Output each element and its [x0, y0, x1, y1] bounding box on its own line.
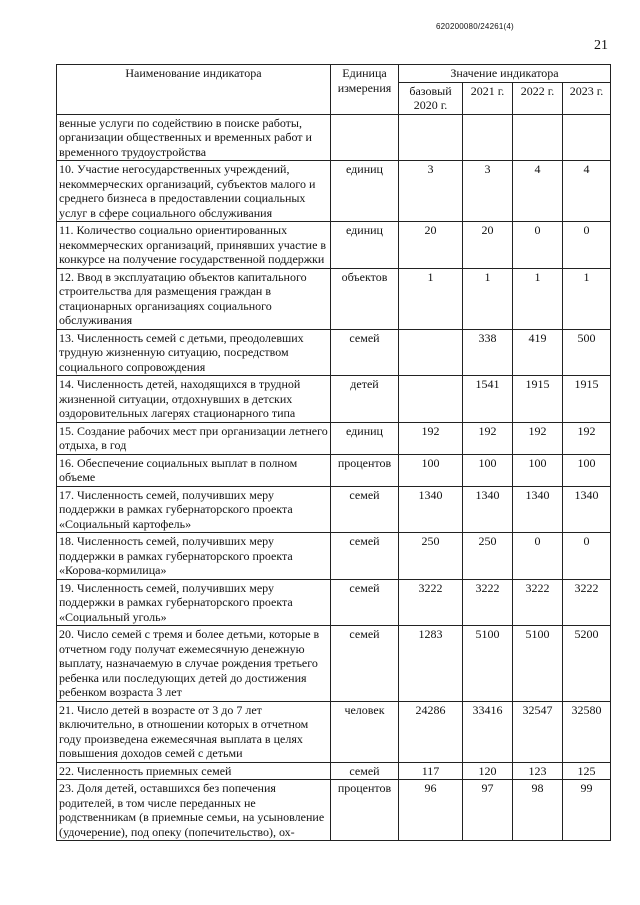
cell-name: 21. Число детей в возрасте от 3 до 7 лет включительно, в отношении которых в отчетном году произведена ежемесячная выплата в целях повышения доходов семей с детьми	[57, 701, 331, 762]
header-2022: 2022 г.	[513, 82, 563, 114]
cell-base: 192	[399, 422, 463, 454]
cell-name: 15. Создание рабочих мест при организации летнего отдыха, в год	[57, 422, 331, 454]
cell-base	[399, 114, 463, 161]
table-row	[57, 222, 611, 269]
cell-y2022: 0	[513, 222, 563, 269]
table-row	[57, 626, 611, 702]
table-row	[57, 422, 611, 454]
cell-unit: процентов	[331, 454, 399, 486]
cell-name: 16. Обеспечение социальных выплат в полном объеме	[57, 454, 331, 486]
cell-name: 23. Доля детей, оставшихся без попечения родителей, в том числе переданных не родственникам (в приемные семьи, на усыновление (удочерение), под опеку (попечительство), ох-	[57, 780, 331, 841]
cell-y2022: 123	[513, 762, 563, 780]
table-body	[57, 114, 611, 841]
cell-unit: процентов	[331, 780, 399, 841]
cell-y2021: 33416	[463, 701, 513, 762]
cell-base: 1283	[399, 626, 463, 702]
cell-base: 1340	[399, 486, 463, 533]
cell-unit: человек	[331, 701, 399, 762]
cell-y2022: 192	[513, 422, 563, 454]
cell-name: 19. Численность семей, получивших меру поддержки в рамках губернаторского проекта «Социальный уголь»	[57, 579, 331, 626]
cell-name: 22. Численность приемных семей	[57, 762, 331, 780]
table-row	[57, 780, 611, 841]
cell-y2021: 5100	[463, 626, 513, 702]
table-row	[57, 486, 611, 533]
cell-y2021: 1340	[463, 486, 513, 533]
cell-name: 11. Количество социально ориентированных некоммерческих организаций, принявших участие в конкурсе на получение государственной поддержки	[57, 222, 331, 269]
header-2023: 2023 г.	[563, 82, 611, 114]
indicator-table	[56, 64, 611, 841]
cell-base: 3222	[399, 579, 463, 626]
cell-base: 100	[399, 454, 463, 486]
cell-y2023: 1915	[563, 376, 611, 423]
cell-y2022: 98	[513, 780, 563, 841]
cell-y2022: 419	[513, 329, 563, 376]
header-2021: 2021 г.	[463, 82, 513, 114]
cell-unit: детей	[331, 376, 399, 423]
cell-y2021	[463, 114, 513, 161]
cell-base	[399, 376, 463, 423]
cell-unit: семей	[331, 486, 399, 533]
cell-y2023: 3222	[563, 579, 611, 626]
cell-y2023: 500	[563, 329, 611, 376]
cell-base: 1	[399, 268, 463, 329]
cell-base: 3	[399, 161, 463, 222]
cell-y2023	[563, 114, 611, 161]
cell-y2022: 0	[513, 533, 563, 580]
cell-y2022: 5100	[513, 626, 563, 702]
cell-y2021: 97	[463, 780, 513, 841]
cell-y2021: 100	[463, 454, 513, 486]
cell-y2021: 1541	[463, 376, 513, 423]
cell-y2023: 1	[563, 268, 611, 329]
cell-name: 18. Численность семей, получивших меру поддержки в рамках губернаторского проекта «Корова-кормилица»	[57, 533, 331, 580]
cell-name: 10. Участие негосударственных учреждений, некоммерческих организаций, субъектов малого и среднего бизнеса в предоставлении социальных услуг в сфере социального обслуживания	[57, 161, 331, 222]
cell-y2022: 1	[513, 268, 563, 329]
cell-y2023: 125	[563, 762, 611, 780]
table-row	[57, 454, 611, 486]
table-row	[57, 161, 611, 222]
table-row	[57, 114, 611, 161]
table-row	[57, 762, 611, 780]
cell-unit: семей	[331, 626, 399, 702]
cell-y2021: 120	[463, 762, 513, 780]
cell-unit: единиц	[331, 161, 399, 222]
cell-name: 12. Ввод в эксплуатацию объектов капитального строительства для размещения граждан в стационарных организациях социального обслуживания	[57, 268, 331, 329]
cell-y2023: 100	[563, 454, 611, 486]
header-name: Наименование индикатора	[57, 65, 331, 115]
cell-unit: объектов	[331, 268, 399, 329]
table-row	[57, 329, 611, 376]
cell-base: 96	[399, 780, 463, 841]
cell-unit: семей	[331, 579, 399, 626]
cell-unit: семей	[331, 329, 399, 376]
cell-y2023: 99	[563, 780, 611, 841]
cell-name: 20. Число семей с тремя и более детьми, которые в отчетном году получат ежемесячную денежную выплату, назначаемую в случае рождения третьего ребенка или последующих детей до достижения ребенком возраста 3 лет	[57, 626, 331, 702]
cell-y2021: 3	[463, 161, 513, 222]
cell-y2021: 338	[463, 329, 513, 376]
cell-y2021: 192	[463, 422, 513, 454]
cell-y2022	[513, 114, 563, 161]
cell-base	[399, 329, 463, 376]
table-row	[57, 701, 611, 762]
document-number: 620200080/24261(4)	[436, 22, 514, 31]
cell-unit: единиц	[331, 422, 399, 454]
table-row	[57, 533, 611, 580]
header-row	[57, 65, 611, 83]
cell-y2023: 0	[563, 222, 611, 269]
cell-y2021: 20	[463, 222, 513, 269]
cell-y2023: 192	[563, 422, 611, 454]
cell-name: 13. Численность семей с детьми, преодолевших трудную жизненную ситуацию, посредством социального сопровождения	[57, 329, 331, 376]
cell-y2021: 1	[463, 268, 513, 329]
cell-base: 24286	[399, 701, 463, 762]
cell-y2022: 32547	[513, 701, 563, 762]
cell-name: венные услуги по содействию в поиске работы, организации общественных и временных работ и временного трудоустройства	[57, 114, 331, 161]
table-row	[57, 376, 611, 423]
cell-y2023: 1340	[563, 486, 611, 533]
cell-y2022: 100	[513, 454, 563, 486]
cell-y2023: 4	[563, 161, 611, 222]
cell-unit: семей	[331, 533, 399, 580]
cell-y2022: 3222	[513, 579, 563, 626]
cell-base: 20	[399, 222, 463, 269]
cell-y2022: 4	[513, 161, 563, 222]
cell-name: 14. Численность детей, находящихся в трудной жизненной ситуации, отдохнувших в детских оздоровительных лагерях стационарного типа	[57, 376, 331, 423]
cell-unit: семей	[331, 762, 399, 780]
cell-y2022: 1915	[513, 376, 563, 423]
cell-unit: единиц	[331, 222, 399, 269]
cell-y2023: 32580	[563, 701, 611, 762]
table-row	[57, 268, 611, 329]
table-row	[57, 579, 611, 626]
cell-y2023: 5200	[563, 626, 611, 702]
cell-y2021: 250	[463, 533, 513, 580]
page-number: 21	[594, 38, 608, 53]
header-value-group: Значение индикатора	[399, 65, 611, 83]
cell-name: 17. Численность семей, получивших меру поддержки в рамках губернаторского проекта «Социальный картофель»	[57, 486, 331, 533]
cell-base: 117	[399, 762, 463, 780]
cell-y2023: 0	[563, 533, 611, 580]
header-base: базовый 2020 г.	[399, 82, 463, 114]
header-unit: Единица измерения	[331, 65, 399, 115]
cell-y2021: 3222	[463, 579, 513, 626]
cell-base: 250	[399, 533, 463, 580]
cell-y2022: 1340	[513, 486, 563, 533]
cell-unit	[331, 114, 399, 161]
